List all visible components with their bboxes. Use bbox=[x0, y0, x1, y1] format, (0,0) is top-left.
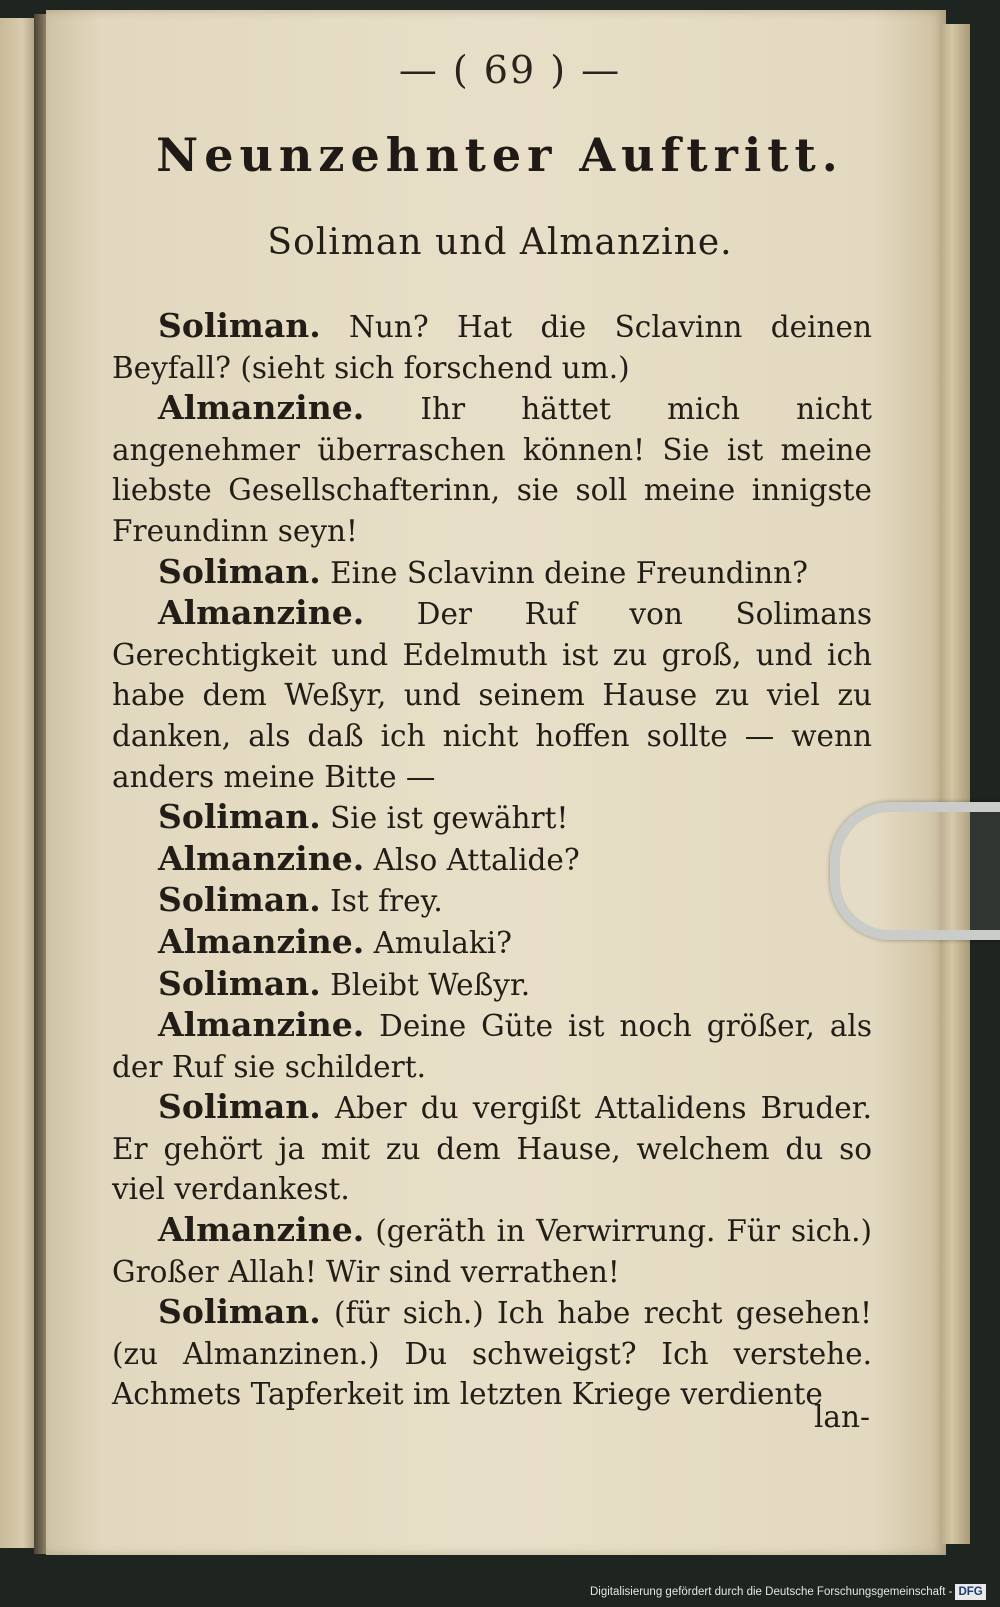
dfg-logo: DFG bbox=[955, 1584, 985, 1600]
dialogue-paragraph bbox=[112, 880, 872, 922]
speaker-name: Soliman. bbox=[158, 797, 321, 837]
dialogue-text: Sie ist gewährt! bbox=[320, 801, 569, 836]
catchword: lan- bbox=[814, 1400, 870, 1434]
dialogue-paragraph bbox=[112, 1292, 872, 1415]
dialogue-paragraph bbox=[112, 797, 872, 839]
speaker-name: Almanzine. bbox=[158, 1210, 365, 1250]
dialogue-paragraph bbox=[112, 1087, 872, 1210]
speaker-name: Soliman. bbox=[158, 1087, 321, 1127]
dialogue-text: Bleibt Weßyr. bbox=[320, 967, 531, 1002]
facing-page-edge bbox=[0, 18, 38, 1548]
speaker-name: Almanzine. bbox=[158, 1005, 365, 1045]
speaker-name: Soliman. bbox=[158, 963, 321, 1003]
speaker-name: Soliman. bbox=[158, 1292, 321, 1332]
dialogue-text: (geräth in Verwirrung. Für sich.) Großer Allah! Wir sind verrathen! bbox=[112, 1214, 872, 1289]
speaker-name: Almanzine. bbox=[158, 388, 365, 428]
dialogue-paragraph bbox=[112, 388, 872, 551]
speaker-name: Almanzine. bbox=[158, 921, 365, 961]
dialogue-paragraph bbox=[112, 552, 872, 594]
dialogue-paragraph bbox=[112, 922, 872, 964]
scene-title: Neunzehnter Auftritt. bbox=[156, 128, 844, 182]
dialogue-text: Nun? Hat die Sclavinn deinen Beyfall? (sieht sich forschend um.) bbox=[112, 310, 872, 385]
dialogue-text: Deine Güte ist noch größer, als der Ruf sie schildert. bbox=[112, 1009, 872, 1084]
dialogue-text: Ist frey. bbox=[320, 884, 443, 919]
scene-characters: Soliman und Almanzine. bbox=[267, 222, 733, 263]
dialogue-text: Also Attalide? bbox=[364, 842, 580, 877]
speaker-name: Soliman. bbox=[158, 551, 321, 591]
speaker-name: Soliman. bbox=[158, 306, 321, 345]
dialogue-paragraph bbox=[112, 839, 872, 881]
page-body bbox=[112, 306, 872, 1415]
dialogue-paragraph bbox=[112, 1005, 872, 1087]
dialogue-text: Der Ruf von Solimans Gerechtigkeit und Edelmuth ist zu groß, und ich habe dem Weßyr, und seinem Hause zu viel zu danken, als daß ich nicht hoffen sollte — wenn anders meine Bitte — bbox=[112, 597, 872, 794]
dialogue-paragraph bbox=[112, 1210, 872, 1292]
footer-credit: Digitalisierung gefördert durch die Deutsche Forschungsgemeinschaft - bbox=[590, 1586, 953, 1598]
speaker-name: Soliman. bbox=[158, 880, 321, 920]
dialogue-text: Amulaki? bbox=[364, 925, 512, 960]
dialogue-text: Ihr hättet mich nicht angenehmer überraschen können! Sie ist meine liebste Gesellschafterinn, sie soll meine innigste Freundinn seyn! bbox=[112, 392, 872, 548]
dialogue-text: (für sich.) Ich habe recht gesehen! (zu Almanzinen.) Du schweigst? Ich verstehe. Achmets Tapferkeit im letzten Kriege verdiente bbox=[112, 1296, 872, 1412]
dialogue-text: Eine Sclavinn deine Freundinn? bbox=[320, 555, 808, 590]
dialogue-paragraph bbox=[112, 306, 872, 388]
page-clip bbox=[830, 802, 1000, 940]
dialogue-text: Aber du vergißt Attalidens Bruder. Er gehört ja mit zu dem Hause, welchem du so viel verdankest. bbox=[112, 1091, 872, 1207]
dialogue-paragraph bbox=[112, 964, 872, 1006]
dialogue-paragraph bbox=[112, 593, 872, 797]
digitization-footer bbox=[590, 1577, 1000, 1607]
speaker-name: Almanzine. bbox=[158, 593, 365, 633]
page-number-header: — ( 69 ) — bbox=[398, 48, 622, 92]
speaker-name: Almanzine. bbox=[158, 838, 365, 878]
page-stack-edge bbox=[940, 24, 970, 1544]
